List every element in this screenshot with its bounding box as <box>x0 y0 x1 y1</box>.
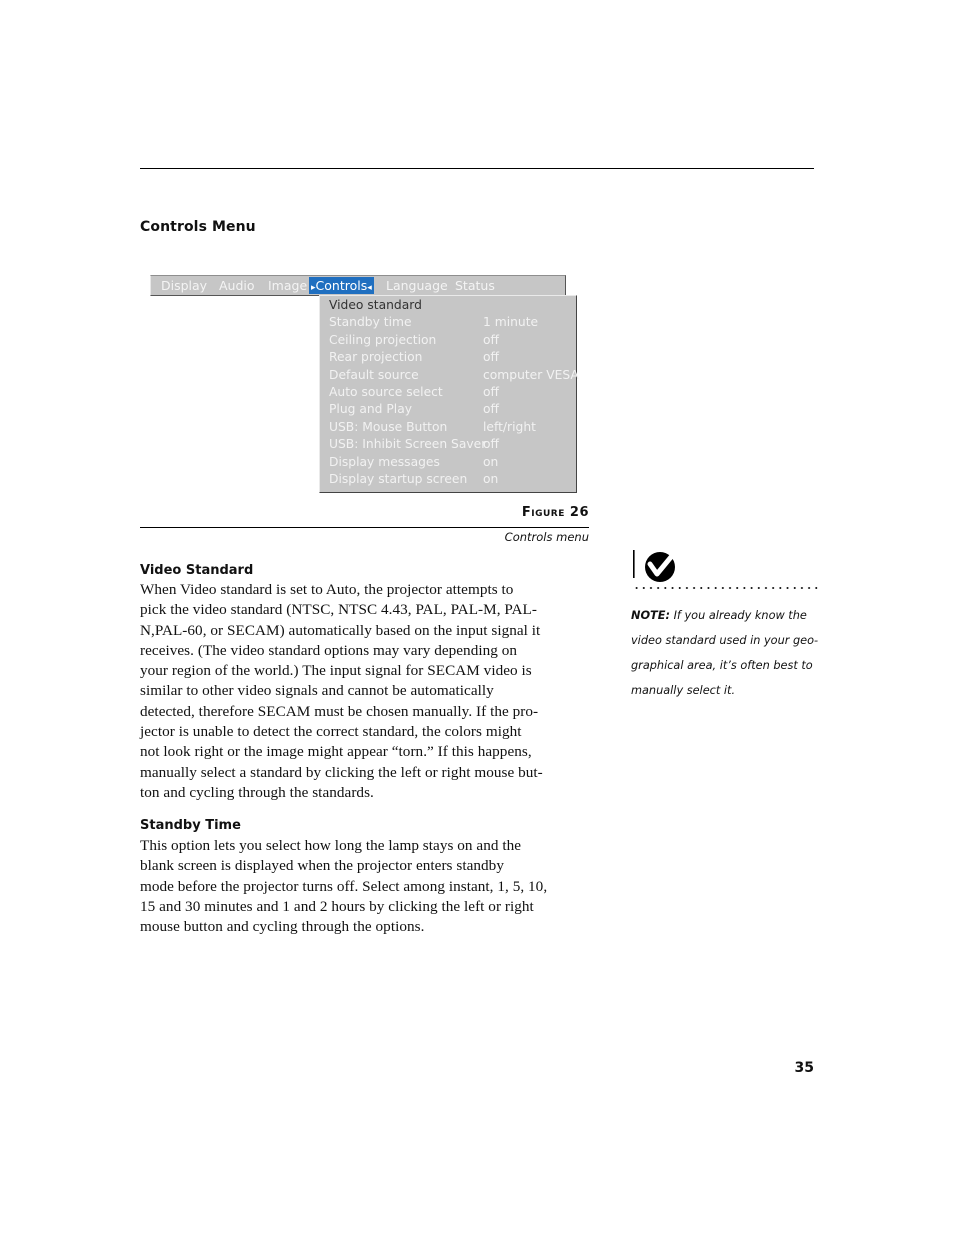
paragraph-line: ton and cycling through the standards. <box>140 783 374 801</box>
menu-tab-audio[interactable]: Audio <box>219 278 255 293</box>
menu-item-value: off <box>483 333 499 347</box>
menu-item-label: Default source <box>329 368 419 382</box>
paragraph-line: manually select a standard by clicking the left or right mouse but- <box>140 763 543 781</box>
video-standard-heading: Video Standard <box>140 563 254 578</box>
paragraph-line: similar to other video signals and cannot be automatically <box>140 682 494 700</box>
header-rule <box>140 168 814 169</box>
paragraph-line: jector is unable to detect the correct standard, the colors might <box>140 723 522 741</box>
note-line: video standard used in your geo- <box>631 634 819 647</box>
menu-item-display-messages[interactable] <box>320 454 576 471</box>
note-text: If you already know the <box>670 609 807 622</box>
note-line <box>631 603 821 628</box>
paragraph-line: receives. (The video standard options may vary depending on <box>140 641 518 659</box>
paragraph-line: detected, therefore SECAM must be chosen manually. If the pro- <box>140 702 539 720</box>
paragraph-line: not look right or the image might appear “torn.” If this happens, <box>140 743 532 761</box>
note-line: graphical area, it’s often best to <box>631 659 813 672</box>
video-standard-paragraph <box>140 580 590 803</box>
checkmark-note-icon <box>633 550 679 584</box>
paragraph-line: your region of the world.) The input signal for SECAM video is <box>140 662 532 680</box>
menu-item-label: Ceiling projection <box>329 333 437 347</box>
figure-label: Figure 26 <box>521 505 589 520</box>
paragraph-line: When Video standard is set to Auto, the projector attempts to <box>140 581 514 598</box>
standby-time-paragraph <box>140 836 590 937</box>
menu-item-ceiling-projection[interactable] <box>320 332 576 349</box>
menu-item-label: USB: Inhibit Screen Saver <box>329 437 487 451</box>
menu-item-label: USB: Mouse Button <box>329 420 448 434</box>
menu-item-label: Display messages <box>329 455 440 469</box>
menu-tab-image[interactable]: Image <box>268 278 308 293</box>
menu-item-label: Standby time <box>329 315 412 329</box>
paragraph-line: mode before the projector turns off. Select among instant, 1, 5, 10, <box>140 877 548 895</box>
note-prefix: NOTE: <box>631 609 670 622</box>
paragraph-line: N,PAL-60, or SECAM) automatically based on the input signal it <box>140 621 541 639</box>
standby-time-heading: Standby Time <box>140 818 241 833</box>
menu-item-usb-inhibit-screen-saver[interactable] <box>320 436 576 453</box>
paragraph-line: This option lets you select how long the lamp stays on and the <box>140 837 522 854</box>
menu-item-value: on <box>483 472 499 486</box>
menu-item-value: off <box>483 437 499 451</box>
menu-item-label: Auto source select <box>329 385 443 399</box>
menu-item-label: Plug and Play <box>329 402 413 416</box>
note-line: manually select it. <box>631 684 736 697</box>
sidebar-note <box>631 603 821 703</box>
menu-item-auto-source-select[interactable] <box>320 384 576 401</box>
menu-item-value: on <box>483 455 499 469</box>
right-arrow-icon: ▸ <box>311 283 316 293</box>
menu-tab-controls[interactable] <box>309 277 374 294</box>
left-arrow-icon: ◂ <box>367 283 372 293</box>
paragraph-line: mouse button and cycling through the options. <box>140 918 425 936</box>
paragraph-line: 15 and 30 minutes and 1 and 2 hours by clicking the left or right <box>140 897 534 915</box>
menu-item-value: computer VESA <box>483 368 579 382</box>
menu-tab-status[interactable]: Status <box>455 278 495 293</box>
menu-item-rear-projection[interactable] <box>320 349 576 366</box>
menu-item-value: 1 minute <box>483 315 539 329</box>
menu-tab-language[interactable]: Language <box>386 278 448 293</box>
menu-item-standby-time[interactable] <box>320 314 576 331</box>
page-number: 35 <box>794 1060 814 1076</box>
menu-tab-controls-label: Controls <box>315 278 368 293</box>
menu-item-label: Video standard <box>329 298 422 312</box>
figure-caption: Controls menu <box>504 530 589 544</box>
menu-item-default-source[interactable] <box>320 367 579 384</box>
osd-menu-bar <box>150 275 566 296</box>
dotted-divider <box>633 585 820 591</box>
controls-dropdown <box>319 295 577 493</box>
menu-item-display-startup-screen[interactable] <box>320 471 576 488</box>
menu-item-value: off <box>483 385 499 399</box>
menu-item-value: off <box>483 350 499 364</box>
section-title: Controls Menu <box>140 219 256 235</box>
menu-item-usb-mouse-button[interactable] <box>320 419 576 436</box>
figure-rule <box>140 527 589 528</box>
menu-item-label: Rear projection <box>329 350 423 364</box>
menu-item-value: left/right <box>483 420 536 434</box>
menu-item-video-standard[interactable] <box>320 297 576 314</box>
menu-item-plug-and-play[interactable] <box>320 401 576 418</box>
paragraph-line: pick the video standard (NTSC, NTSC 4.43, PAL, PAL-M, PAL- <box>140 601 537 619</box>
paragraph-line: blank screen is displayed when the projector enters standby <box>140 857 504 875</box>
menu-tab-display[interactable]: Display <box>161 278 208 293</box>
menu-item-value: off <box>483 402 499 416</box>
menu-item-label: Display startup screen <box>329 472 468 486</box>
